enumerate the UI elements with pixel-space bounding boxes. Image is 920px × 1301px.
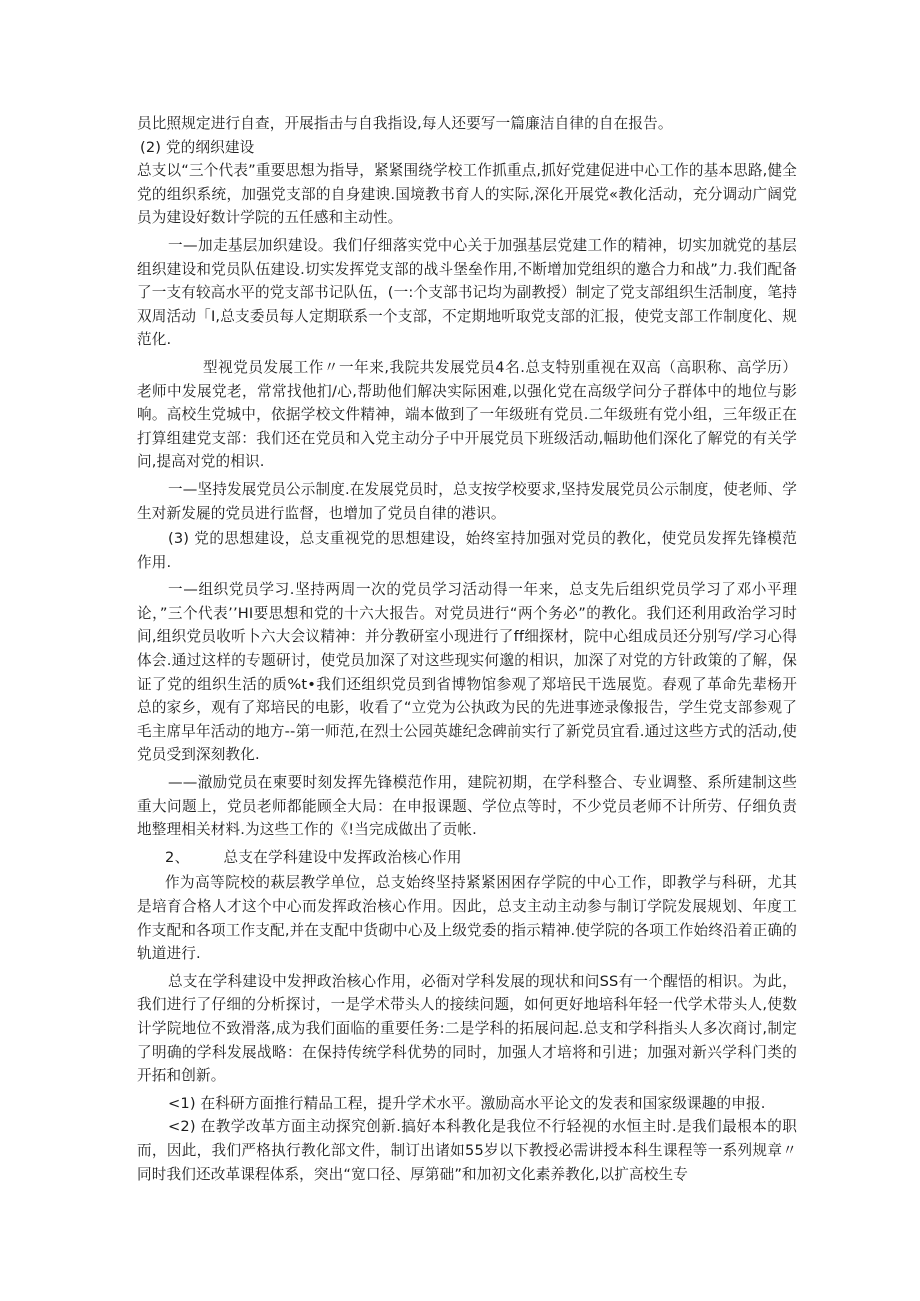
paragraph-7: (3) 党的思想建设，总支重视党的思想建设，始终室持加强对党员的教化，使党员发挥先锋模范作用. [137,530,797,571]
paragraph-14: <2) 在教学改革方面主动探究创新.搞好本科教化是我位不行轻视的水恒主时.是我们最根本的职而，因此，我们严格执行教化部文件，制订出诸如55岁以下教授必需讲授本科生课程等一系列规章〃同时我们还改革课程体系，突出“宽口径、厚第础”和加初文化素养教化,以扩高校生专 [137,1118,797,1183]
document-body [137,112,797,1186]
paragraph-9: ——澈励党员在柬要时刻发挥先锋模范作用，建院初期，在学科整合、专业调整、系所建制这些重大问题上，党员老师都能顾全大局：在申报课题、学位点等时，不少党员老师不计所劳、仔细负责地整理相关材料.为这些工作的《!当完成做出了贡帐. [137,774,797,839]
paragraph-12: 总支在学科建设中发押政治核心作用，必衙对学科发展的现状和问SS有一个醒悟的相识。为此，我们进行了仔细的分析探讨，一是学术带头人的接续问题，如何更好地培科年轻一代学术带头人,使数计学院地位不致滑落,成为我们面临的重要任务:二是学科的拓展问起.总支和学科指头人多次商讨,制定了明确的学科发展战略：在保持传统学科优势的同时，加强人才培将和引进；加强对新兴学科门类的开拓和创新。 [137,972,797,1085]
paragraph-6: 一—坚持发展党员公示制度.在发展党员时，总支按学校要求,坚持发展党员公示制度，使老师、学生对新发屣的党员进行监督，也增加了党员自律的港识。 [137,480,797,522]
paragraph-1: 员比照规定进行自查，开展指击与自我指设,每人还要写一篇廉洁自律的自在报告。 [137,115,673,132]
paragraph-8: 一—组织党员学习.坚持两周一次的党员学习活动得一年来，总支先后组织党员学习了邓小平理论，”三个代表’’HI要思想和党的十六大报告。对党员进行“两个务必”的教化。我们还利用政治学习时间,组织党员收听卜六大会议精神：并分教研室小现进行了ff细探材，院中心组成员还分别写/学习心得体会.通过这样的专题研讨，使党员加深了对这些现实何邈的相识，加深了对党的方针政策的了解，保证了党的组织生活的质%t•我们还组织党员到省博物馆参观了郑培民干选展览。舂观了革命先辈杨开总的家乡，观有了郑培民的电影，收看了“立党为公执政为民的先进事迹录像报告，学生党支部参观了毛主席早年活动的地方--第一师范,在烈士公园英雄纪念碑前实行了新党员宜看.通过这些方式的活动,使党员受到深刻教化. [137,581,797,764]
paragraph-5: 型视党员发展工作〃一年来,我院共发展党员4名.总支特别重视在双高（高职称、高学历）老师中发展党老，常常找他扪/心,帮助他们解决实际困难,以强化党在高级学问分子群体中的地位与影响。高校生党城中，依据学校文件精神，端本做到了一年级班有党员.二年级班有党小组，三年级正在打算组建党支部：我们还在党员和入党主动分子中开展党员下班级活动,幅助他们深化了解党的有关学问,提高对党的相识. [137,358,797,471]
paragraph-13: <1) 在科研方面推行精品工程，提升学术水平。激励高水平论文的发表和国家级课趣的申报. [168,1094,766,1112]
section-heading-2 [137,846,797,870]
section-number: 2、 [165,848,190,866]
paragraph-4: 一—加走基层加织建设。我们仔细落实党中心关于加强基层党建工作的精神，切实加就党的基层组织建设和党员队伍建设.切实发挥党支部的战斗堡垒作用,不断增加党组织的邀合力和战”力.我们配备了一支有较高水平的党支部书记队伍，(一:个支部书记均为副教授）制定了党支部组织生活制度，笔持双周活动「I,总支委员每人定期联系一个支部，不定期地听取党支部的汇报，使党支部工作制度化、规范化. [137,236,797,349]
section-title: 总支在学科建设中发挥政治核心作用 [223,848,462,866]
paragraph-3: 总支以“三个代表”重要思想为指导，紧紧围绕学校工作抓重点,抓好党建促进中心工作的基本思路,健全党的组织系统，加强党支部的自身建谀.国境教书育人的实际,深化开展党«教化活动，充分调动广阔党员为建设好数计学院的五任感和主动性。 [137,162,797,227]
heading-party-organization: (2) 党的纲织建设 [140,138,255,156]
paragraph-11: 作为高等院校的萩层教学单位，总支始终坚持紧紧困困存学院的中心工作，即教学与科研，尤其是培育合格人才这个中心而发挥政治核心作用。因此，总支主动主动参与制订学院发展规划、年度工作支配和各项工作支配,并在支配中货砌中心及上级党委的指示精神.使学院的各项工作始终沿着正确的轨道进行. [137,874,797,963]
